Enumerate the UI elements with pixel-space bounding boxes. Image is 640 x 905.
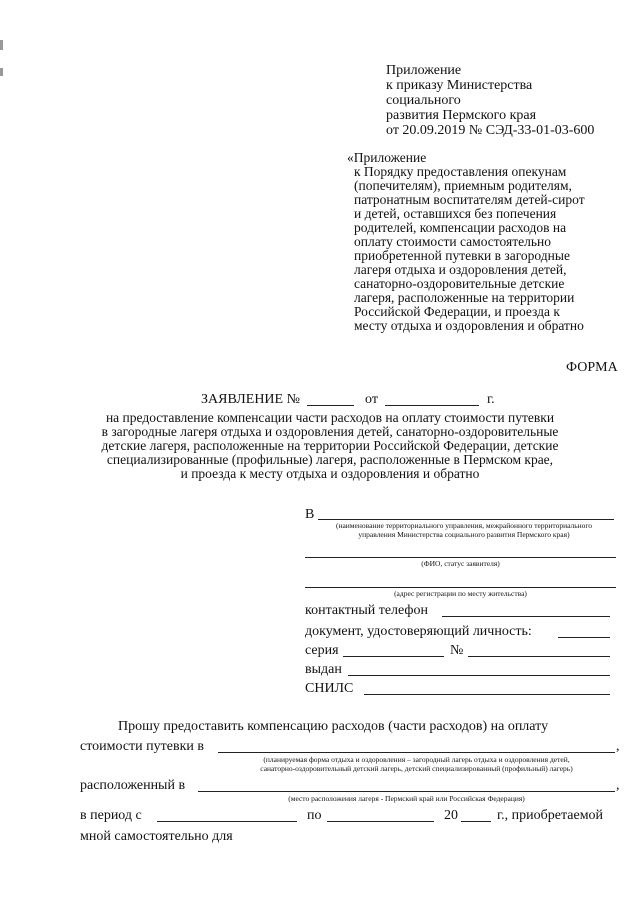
appendix-line: лагеря отдыха и оздоровления детей, bbox=[354, 262, 567, 277]
year-field[interactable] bbox=[461, 821, 491, 822]
scan-mark bbox=[0, 68, 3, 76]
phone-label: контактный телефон bbox=[305, 603, 428, 618]
applicant-name-field[interactable] bbox=[305, 557, 616, 558]
located-label: расположенный в bbox=[80, 778, 186, 793]
appendix-line: родителей, компенсации расходов на bbox=[354, 220, 567, 235]
to-label: В bbox=[305, 507, 315, 522]
voucher-cost-label: стоимости путевки в bbox=[80, 739, 205, 754]
application-title: ЗАЯВЛЕНИЕ № bbox=[201, 392, 300, 407]
subtitle-line: в загородные лагеря отдыха и оздоровления детей, санаторно-оздоровительные bbox=[101, 424, 559, 439]
hint-line: санаторно-оздоровительный детский лагерь, детский специализированный (профильный) лагерь) bbox=[260, 764, 573, 773]
continuation-text: мной самостоятельно для bbox=[80, 829, 233, 844]
id-document-label: документ, удостоверяющий личность: bbox=[305, 624, 532, 639]
appendix-line: социального bbox=[386, 93, 461, 108]
appendix-line: к приказу Министерства bbox=[386, 78, 533, 93]
location-field[interactable] bbox=[198, 791, 615, 792]
period-to-label: по bbox=[307, 808, 322, 823]
series-field[interactable] bbox=[343, 656, 444, 657]
appendix-line: санаторно-оздоровительные детские bbox=[354, 276, 565, 291]
application-date-field[interactable] bbox=[385, 405, 479, 406]
number-field[interactable] bbox=[468, 656, 610, 657]
applicant-name-hint: (ФИО, статус заявителя) bbox=[421, 559, 500, 568]
appendix-line: оплату стоимости самостоятельно bbox=[354, 234, 551, 249]
appendix-line: патронатным воспитателям детей-сирот bbox=[354, 192, 585, 207]
application-number-field[interactable] bbox=[307, 405, 354, 406]
date-from-label: от bbox=[365, 392, 378, 407]
period-to-field[interactable] bbox=[327, 821, 434, 822]
appendix-line: месту отдыха и оздоровления и обратно bbox=[354, 318, 584, 333]
period-from-label: в период с bbox=[80, 808, 142, 823]
year-suffix-text: г., приобретаемой bbox=[497, 808, 604, 823]
year-prefix: 20 bbox=[444, 808, 458, 823]
address-hint: (адрес регистрации по месту жительства) bbox=[394, 589, 527, 598]
appendix-line: к Порядку предоставления опекунам bbox=[354, 164, 567, 179]
appendix-line: (попечителям), приемным родителям, bbox=[354, 178, 572, 193]
appendix-procedure-block bbox=[347, 151, 585, 333]
appendix-line: Приложение bbox=[386, 63, 462, 78]
scan-mark bbox=[0, 40, 3, 50]
snils-field[interactable] bbox=[364, 694, 610, 695]
subtitle-line: специализированные (профильные) лагеря, расположенные в Пермском крае, bbox=[106, 452, 554, 467]
address-field[interactable] bbox=[305, 587, 616, 588]
camp-type-hint bbox=[218, 755, 615, 773]
appendix-line: приобретенной путевки в загородные bbox=[354, 248, 570, 263]
number-label: № bbox=[450, 643, 464, 658]
form-label: ФОРМА bbox=[566, 360, 618, 375]
series-label: серия bbox=[305, 643, 339, 658]
year-label: г. bbox=[487, 392, 495, 407]
hint-line: управления Министерства социального развития Пермского края) bbox=[358, 530, 570, 539]
camp-type-field[interactable] bbox=[218, 752, 615, 753]
snils-label: СНИЛС bbox=[305, 681, 354, 696]
subtitle-line: на предоставление компенсации части расходов на оплату стоимости путевки bbox=[105, 410, 555, 425]
subtitle-line: и проезда к месту отдыха и оздоровления и обратно bbox=[180, 466, 480, 481]
appendix-order-block bbox=[386, 63, 594, 138]
appendix-line: и детей, оставшихся без попечения bbox=[354, 206, 557, 221]
addressee-hint bbox=[305, 521, 623, 539]
hint-line: (планируемая форма отдыха и оздоровления – загородный лагерь отдыха и оздоровления детей, bbox=[263, 755, 570, 764]
phone-field[interactable] bbox=[442, 616, 610, 617]
application-subtitle bbox=[60, 411, 600, 481]
appendix-line: развития Пермского края bbox=[386, 108, 537, 123]
addressee-field[interactable] bbox=[318, 519, 614, 520]
hint-line: (наименование территориального управления, межрайонного территориального bbox=[335, 521, 593, 530]
appendix-line: от 20.09.2019 № СЭД-33-01-03-600 bbox=[386, 123, 595, 138]
subtitle-line: детские лагеря, расположенные на территории Российской Федерации, детские bbox=[101, 438, 559, 453]
appendix-line: «Приложение bbox=[347, 150, 427, 165]
appendix-line: Российской Федерации, и проезда к bbox=[354, 304, 560, 319]
request-text: Прошу предоставить компенсацию расходов (части расходов) на оплату bbox=[118, 719, 549, 734]
appendix-line: лагеря, расположенные на территории bbox=[354, 290, 575, 305]
comma: , bbox=[616, 778, 620, 793]
issued-field[interactable] bbox=[348, 675, 610, 676]
period-from-field[interactable] bbox=[157, 821, 297, 822]
id-document-field[interactable] bbox=[558, 637, 610, 638]
issued-label: выдан bbox=[305, 662, 342, 677]
location-hint: (место расположения лагеря - Пермский край или Российская Федерация) bbox=[288, 794, 525, 803]
comma: , bbox=[616, 739, 620, 754]
